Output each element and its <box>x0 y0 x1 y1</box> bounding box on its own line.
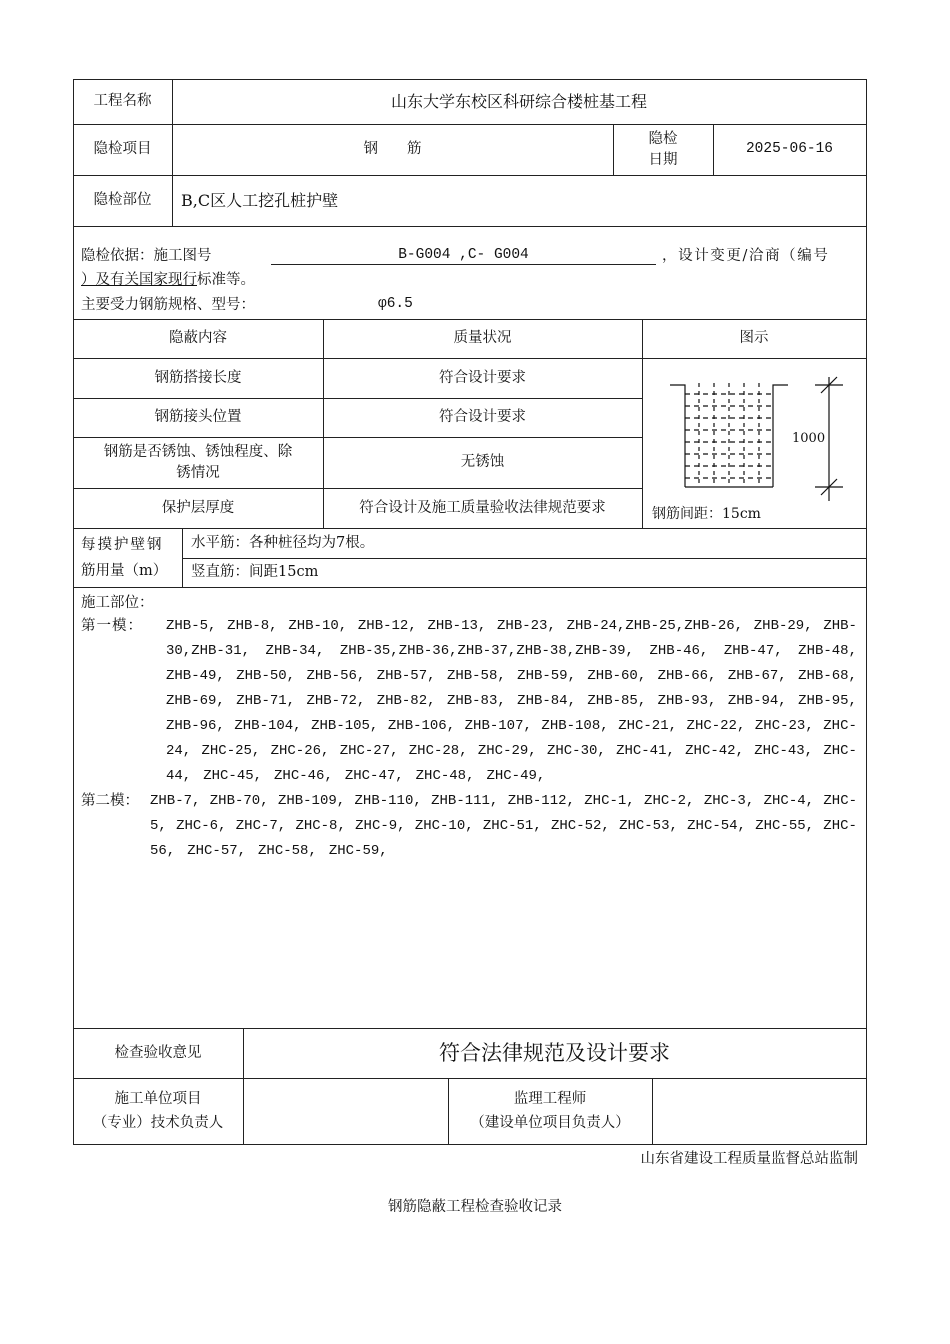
check-status-joint-position: 符合设计要求 <box>439 409 526 425</box>
pile-id: ZHC-41, <box>616 743 675 759</box>
pile-id: ZHB-13, <box>427 618 487 634</box>
pile-id: ZHB-47, <box>723 643 783 659</box>
pile-id: ZHB-57, <box>376 668 436 684</box>
pile-id: ZHC-54, <box>687 818 746 834</box>
check-status-cover: 符合设计及施工质量验收法律规范要求 <box>359 499 606 516</box>
pile-id: ZHB-46, <box>649 643 709 659</box>
pile-id: ZHC-27, <box>339 743 399 759</box>
pile-id: ZHB-95, <box>798 693 857 709</box>
pile-id: ZHB-112, <box>507 793 575 809</box>
pile-id: ZHB-56, <box>306 668 366 684</box>
pile-row <box>166 664 857 689</box>
mold1-label: 第一模： <box>81 618 143 634</box>
check-item-joint-position: 钢筋接头位置 <box>154 409 242 425</box>
pile-id: ZHB-85, <box>587 693 647 709</box>
diagram-caption: 钢筋间距：15cm <box>652 506 761 522</box>
pile-row <box>166 614 857 639</box>
pile-row <box>150 814 857 839</box>
pile-id: ZHB-84, <box>517 693 576 709</box>
pile-id: ZHB-59, <box>517 668 576 684</box>
pile-id: ZHB-110, <box>354 793 422 809</box>
contractor-signature-field[interactable] <box>244 1079 448 1144</box>
check-status-rust: 无锈蚀 <box>460 454 505 470</box>
check-item-rust-line2: 锈情况 <box>176 464 220 481</box>
project-name-label: 工程名称 <box>93 93 152 109</box>
col-header-diagram: 图示 <box>739 330 769 346</box>
contractor-line2: （专业）技术负责人 <box>92 1115 224 1131</box>
pile-id: 56, <box>150 843 176 859</box>
drawing-number: B-G004 ,C- G004 <box>398 247 529 263</box>
pile-id: ZHB-96, <box>166 718 225 734</box>
check-item-lap-length: 钢筋搭接长度 <box>154 369 242 386</box>
basis-line2-rest: 标准等。 <box>197 272 255 288</box>
pile-id: ZHC-42, <box>685 743 744 759</box>
pile-id: ZHB-50, <box>236 668 296 684</box>
pile-id: ZHC-48, <box>415 768 475 784</box>
mold2-pile-list <box>150 789 857 864</box>
contractor-line1: 施工单位项目 <box>114 1091 202 1107</box>
pile-id: 30,ZHB-31, <box>166 643 251 659</box>
pile-id: ZHB-83, <box>446 693 506 709</box>
basis-prefix: 隐检依据：施工图号 <box>81 248 212 264</box>
pile-id: ZHB-10, <box>288 618 348 634</box>
pile-id: ZHB-12, <box>357 618 417 634</box>
inspect-date-label-line2: 日期 <box>648 151 678 168</box>
rebar-horizontal: 水平筋：各种桩径均为7根。 <box>191 534 375 551</box>
pile-id: ZHB-23, <box>497 618 556 634</box>
pile-row <box>166 639 857 664</box>
pile-id: ZHC- <box>823 793 857 809</box>
pile-id: ZHB-71, <box>236 693 296 709</box>
pile-id: ZHC-9, <box>355 818 406 834</box>
opinion-label: 检查验收意见 <box>114 1044 202 1061</box>
pile-id: 44, <box>166 768 192 784</box>
basis-line2 <box>81 268 255 293</box>
pile-row <box>150 839 857 864</box>
pile-id: ZHC-28, <box>408 743 468 759</box>
document-title: 钢筋隐蔽工程检查验收记录 <box>388 1199 562 1215</box>
pile-row <box>166 764 857 789</box>
pile-id: ZHC-58, <box>258 843 317 859</box>
location-label: 隐检部位 <box>93 192 152 208</box>
pile-id: ZHC-10, <box>414 818 474 834</box>
spec-value: φ6.5 <box>378 296 413 312</box>
col-header-status: 质量状况 <box>453 330 512 346</box>
pile-id: ZHC-23, <box>754 718 814 734</box>
pile-id: ZHB-72, <box>306 693 366 709</box>
pile-id: ZHB-109, <box>277 793 346 809</box>
pile-id: ZHC-46, <box>274 768 333 784</box>
basis-line2-underlined: ）及有关国家现行 <box>81 272 197 288</box>
pile-id: ZHC-57, <box>187 843 247 859</box>
pile-id: ZHB-105, <box>311 718 379 734</box>
supervisor-line2: （建设单位项目负责人） <box>470 1115 630 1131</box>
pile-id: ZHB-93, <box>657 693 717 709</box>
pile-id: ZHB-60, <box>587 668 647 684</box>
pile-id: ZHC-2, <box>644 793 695 809</box>
col-header-content: 隐蔽内容 <box>169 330 227 346</box>
pile-id: ZHC- <box>823 818 857 834</box>
supervisor-line1: 监理工程师 <box>513 1091 587 1107</box>
pile-id: 24, <box>166 743 192 759</box>
pile-id: ZHC-21, <box>618 718 677 734</box>
inspect-date-label-line1: 隐检 <box>648 130 678 147</box>
pile-id: ZHC-30, <box>546 743 606 759</box>
pile-id: ZHB-35,ZHB-36,ZHB-37,ZHB-38,ZHB-39, <box>339 643 634 659</box>
pile-id: ZHC-8, <box>295 818 346 834</box>
pile-row <box>150 789 857 814</box>
check-item-rust-line1: 钢筋是否锈蚀、锈蚀程度、除 <box>103 443 293 460</box>
inspect-date-label <box>613 124 713 175</box>
supervisor-signature-field[interactable] <box>653 1079 866 1144</box>
construction-label: 施工部位： <box>81 595 154 611</box>
rebar-usage-label-line1: 每摸护壁钢 <box>81 536 164 553</box>
pile-id: ZHC-53, <box>619 818 678 834</box>
pile-id: ZHB-24,ZHB-25,ZHB-26, <box>566 618 744 634</box>
pile-id: ZHC-1, <box>584 793 635 809</box>
check-status-lap-length: 符合设计要求 <box>439 369 526 386</box>
pile-id: ZHB-69, <box>166 693 225 709</box>
basis-suffix: ，设计变更/洽商（编号 <box>662 248 830 264</box>
pile-id: ZHB-106, <box>387 718 456 734</box>
rebar-cage-diagram <box>643 359 865 509</box>
supervisor-signatory-label <box>448 1078 652 1144</box>
pile-row <box>166 739 857 764</box>
inspect-item: 钢 筋 <box>363 141 422 157</box>
project-name: 山东大学东校区科研综合楼桩基工程 <box>390 92 647 111</box>
contractor-signatory-label <box>73 1078 243 1144</box>
rebar-usage-label-line2: 筋用量（m） <box>81 562 168 579</box>
pile-id: ZHB-68, <box>798 668 857 684</box>
pile-id: ZHC-55, <box>755 818 815 834</box>
pile-id: ZHB-104, <box>234 718 302 734</box>
check-item-rust <box>73 437 323 488</box>
inspect-item-label: 隐检项目 <box>93 141 152 157</box>
pile-id: ZHC-26, <box>270 743 330 759</box>
pile-id: ZHC-49, <box>486 768 546 784</box>
pile-id: ZHB-8, <box>227 618 278 634</box>
inspect-location: B,C区人工挖孔桩护壁 <box>181 191 339 210</box>
mold2-label: 第二模： <box>81 793 139 809</box>
pile-id: ZHC-52, <box>550 818 610 834</box>
pile-id: ZHC-7, <box>235 818 287 834</box>
pile-row <box>166 689 857 714</box>
pile-id: ZHC-3, <box>703 793 755 809</box>
check-item-cover: 保护层厚度 <box>161 499 235 516</box>
pile-id: ZHC-25, <box>201 743 261 759</box>
pile-id: ZHC-45, <box>203 768 263 784</box>
pile-id: ZHC- <box>823 718 857 734</box>
pile-id: ZHC-51, <box>482 818 542 834</box>
pile-id: ZHB-82, <box>376 693 436 709</box>
pile-id: ZHB-111, <box>431 793 499 809</box>
diagram-dimension: 1000 <box>792 431 826 446</box>
pile-id: ZHC-47, <box>344 768 404 784</box>
pile-id: ZHB-49, <box>166 668 225 684</box>
pile-id: ZHB-48, <box>798 643 857 659</box>
pile-id: ZHC-6, <box>176 818 227 834</box>
pile-id: ZHB-58, <box>446 668 506 684</box>
pile-id: ZHC- <box>823 743 857 759</box>
pile-id: ZHB-94, <box>727 693 787 709</box>
pile-row <box>166 714 857 739</box>
pile-id: 5, <box>150 818 167 834</box>
rebar-vertical: 竖直筋：间距15cm <box>191 564 319 580</box>
pile-id: ZHB-108, <box>541 718 609 734</box>
pile-id: ZHC-22, <box>686 718 746 734</box>
pile-id: ZHB-29, <box>753 618 813 634</box>
pile-id: ZHC-43, <box>754 743 814 759</box>
rebar-usage-label <box>73 528 182 587</box>
pile-id: ZHB-7, <box>150 793 201 809</box>
pile-id: ZHB-34, <box>265 643 325 659</box>
pile-id: ZHB-70, <box>209 793 269 809</box>
spec-label: 主要受力钢筋规格、型号： <box>81 297 255 313</box>
pile-id: ZHC-4, <box>763 793 815 809</box>
issuer: 山东省建设工程质量监督总站监制 <box>640 1151 858 1167</box>
inspect-date: 2025-06-16 <box>745 141 833 157</box>
pile-id: ZHC-59, <box>328 843 388 859</box>
pile-id: ZHC-29, <box>477 743 537 759</box>
pile-id: ZHB-5, <box>166 618 217 634</box>
pile-id: ZHB-66, <box>657 668 717 684</box>
mold1-pile-list <box>166 614 857 789</box>
opinion-value: 符合法律规范及设计要求 <box>439 1040 670 1065</box>
pile-id: ZHB- <box>823 618 857 634</box>
pile-id: ZHB-107, <box>464 718 532 734</box>
pile-id: ZHB-67, <box>727 668 787 684</box>
